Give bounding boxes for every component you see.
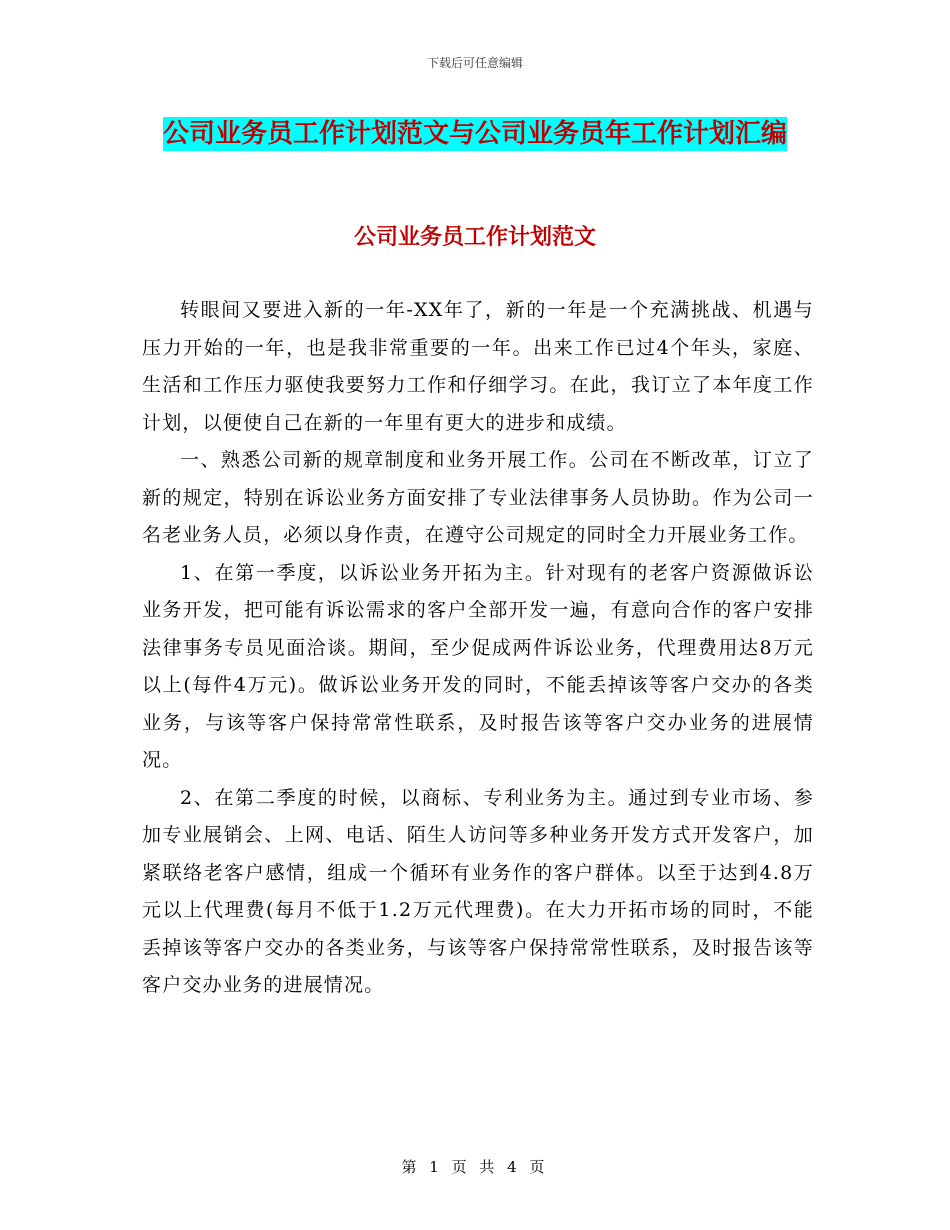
paragraph-q1: 1、在第一季度，以诉讼业务开拓为主。针对现有的老客户资源做诉讼业务开发，把可能有诉讼需求的客户全部开发一遍，有意向合作的客户安排法律事务专员见面洽谈。期间，至少促成两件诉讼业务，代理费用达8万元以上(每件4万元)。做诉讼业务开发的同时，不能丢掉该等客户交办的各类业务，与该等客户保持常常性联系，及时报告该等客户交办业务的进展情况。 (142, 561, 814, 771)
paragraph-intro: 转眼间又要进入新的一年-XX年了，新的一年是一个充满挑战、机遇与压力开始的一年，也是我非常重要的一年。出来工作已过4个年头，家庭、生活和工作压力驱使我要努力工作和仔细学习。在此，我订立了本年度工作计划，以便使自己在新的一年里有更大的进步和成绩。 (142, 299, 814, 434)
header-note: 下载后可任意编辑 (426, 56, 523, 70)
paragraph-item-1: 一、熟悉公司新的规章制度和业务开展工作。公司在不断改革，订立了新的规定，特别在诉讼业务方面安排了专业法律事务人员协助。作为公司一名老业务人员，必须以身作责，在遵守公司规定的同时全力开展业务工作。 (142, 449, 814, 546)
document-title-text: 公司业务员工作计划范文与公司业务员年工作计划汇编 (162, 119, 787, 149)
section-title: 公司业务员工作计划范文 (353, 225, 596, 250)
body-text (142, 292, 814, 1005)
page-footer: 第 1 页 共 4 页 (401, 1158, 549, 1176)
paragraph-q2: 2、在第二季度的时候，以商标、专利业务为主。通过到专业市场、参加专业展销会、上网、电话、陌生人访问等多种业务开发方式开发客户，加紧联络老客户感情，组成一个循环有业务作的客户群体。以至于达到4.8万元以上代理费(每月不低于1.2万元代理费)。在大力开拓市场的同时，不能丢掉该等客户交办的各类业务，与该等客户保持常常性联系，及时报告该等客户交办业务的进展情况。 (142, 786, 814, 996)
document-title (140, 110, 810, 158)
